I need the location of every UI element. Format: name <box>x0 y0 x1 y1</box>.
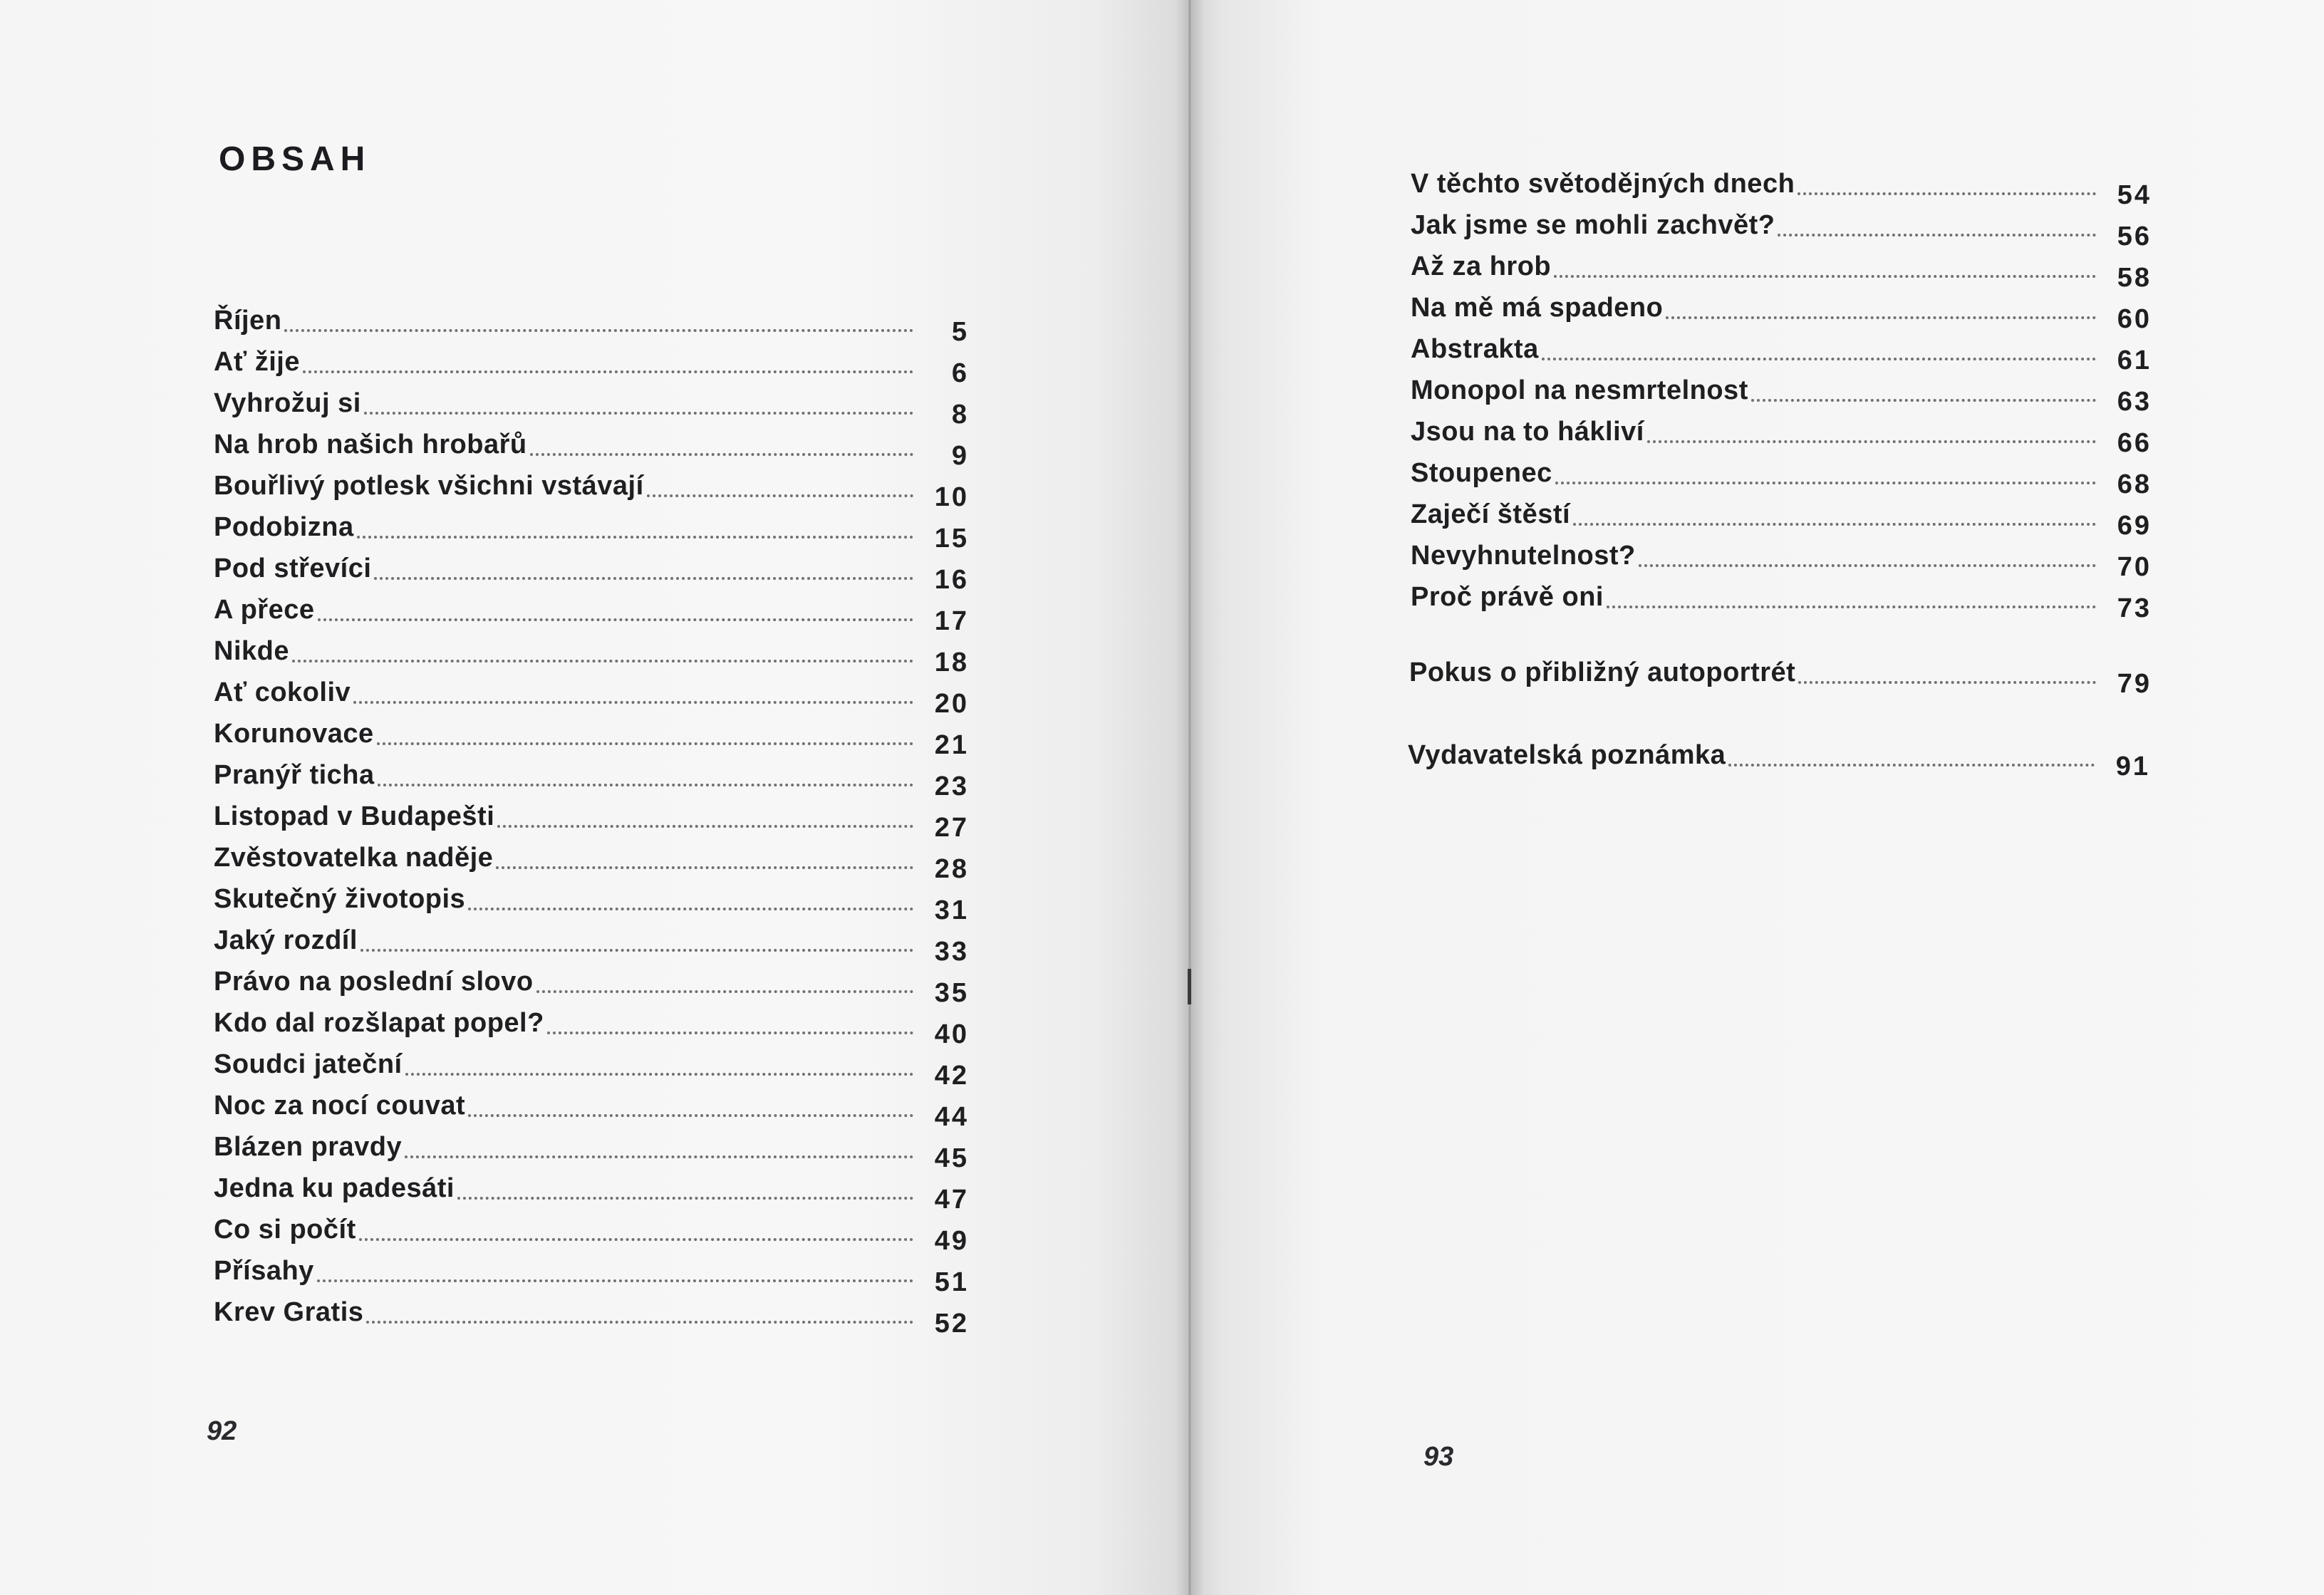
dot-leader <box>1798 192 2096 195</box>
dot-leader <box>1573 523 2096 526</box>
toc-entry-page: 79 <box>2117 669 2152 699</box>
toc-entry-page: 42 <box>934 1061 969 1091</box>
dot-leader <box>318 618 914 621</box>
dot-leader <box>1728 764 2095 767</box>
toc-entry-title: Jaký rozdíl <box>214 925 358 955</box>
toc-entry <box>214 671 969 719</box>
toc-entry-page: 27 <box>934 813 969 843</box>
toc-entry <box>214 960 969 1008</box>
dot-leader <box>378 784 913 786</box>
dot-leader <box>364 412 913 415</box>
toc-entry <box>214 464 969 512</box>
toc-entry <box>214 588 969 636</box>
toc-entry <box>1408 734 2150 781</box>
dot-leader <box>1798 681 2096 684</box>
toc-entry-title: Jedna ku padesáti <box>214 1173 455 1203</box>
toc-entry-title: Stoupenec <box>1411 458 1552 488</box>
toc-entry-page: 51 <box>934 1267 969 1297</box>
toc-entry-page: 91 <box>2115 752 2150 781</box>
toc-entry <box>214 919 969 967</box>
dot-leader <box>1647 440 2096 443</box>
toc-entry <box>214 1126 969 1173</box>
toc-entry-page: 61 <box>2117 346 2152 375</box>
toc-entry-title: Bouřlivý potlesk všichni vstávají <box>214 471 644 501</box>
toc-entry <box>214 341 969 388</box>
toc-entry <box>214 712 969 760</box>
toc-entry-title: Pod střevíci <box>214 554 372 583</box>
gutter-mark <box>1188 969 1191 1004</box>
toc-entry-title: Na mě má spadeno <box>1411 293 1664 323</box>
toc-entry-page: 16 <box>934 565 969 595</box>
toc-entry <box>214 795 969 843</box>
toc-entry-page: 45 <box>934 1143 969 1173</box>
toc-entry-title: Říjen <box>214 306 282 336</box>
toc-entry-title: Podobizna <box>214 512 354 542</box>
toc-entry-page: 60 <box>2117 304 2152 334</box>
toc-entry-page: 8 <box>951 400 969 430</box>
toc-entry <box>214 1084 969 1132</box>
toc-entry <box>1411 245 2152 293</box>
dot-leader <box>1555 482 2096 484</box>
toc-entry <box>214 1043 969 1091</box>
toc-entry-title: Noc za nocí couvat <box>214 1091 466 1121</box>
toc-entry-title: Nevyhnutelnost? <box>1411 541 1636 571</box>
toc-entry-title: Monopol na nesmrtelnost <box>1411 375 1748 405</box>
toc-entry <box>214 1291 969 1339</box>
toc-list-left <box>214 299 969 1339</box>
toc-entry <box>214 1167 969 1215</box>
toc-entry-page: 18 <box>934 648 969 677</box>
page-number-left: 92 <box>207 1416 237 1446</box>
toc-entry-title: Až za hrob <box>1411 251 1552 281</box>
toc-entry-page: 70 <box>2117 552 2152 582</box>
dot-leader <box>1666 316 2096 319</box>
toc-entry-page: 69 <box>2117 511 2152 541</box>
toc-entry-page: 5 <box>951 317 969 347</box>
toc-entry <box>1409 651 2152 699</box>
dot-leader <box>359 1238 913 1241</box>
toc-list-right <box>1411 162 2152 623</box>
page-number-right: 93 <box>1423 1442 1454 1472</box>
toc-entry-title: Ať cokoliv <box>214 677 351 707</box>
toc-entry <box>214 1249 969 1297</box>
toc-entry <box>1411 286 2152 334</box>
toc-entry-page: 47 <box>934 1185 969 1215</box>
toc-entry-title: Přísahy <box>214 1256 314 1286</box>
toc-entry-page: 17 <box>934 606 969 636</box>
toc-entry-page: 73 <box>2117 593 2152 623</box>
toc-entry-page: 33 <box>934 937 969 967</box>
toc-entry-page: 49 <box>934 1226 969 1256</box>
dot-leader <box>284 329 913 332</box>
toc-entry-page: 66 <box>2117 428 2152 458</box>
toc-entry-page: 54 <box>2117 180 2152 210</box>
toc-entry <box>214 836 969 884</box>
dot-leader <box>468 1114 913 1117</box>
dot-leader <box>292 660 913 663</box>
toc-entry-title: Soudci jateční <box>214 1049 403 1079</box>
dot-leader <box>405 1073 913 1076</box>
toc-entry <box>1411 576 2152 623</box>
dot-leader <box>497 825 913 828</box>
dot-leader <box>357 536 913 539</box>
toc-entry-page: 28 <box>934 854 969 884</box>
toc-entry-title: Abstrakta <box>1411 334 1539 364</box>
dot-leader <box>1554 275 2096 278</box>
dot-leader <box>374 577 913 580</box>
right-page <box>1188 0 2324 1595</box>
toc-entry <box>214 423 969 471</box>
toc-entry-page: 44 <box>934 1102 969 1132</box>
toc-entry-page: 6 <box>951 358 969 388</box>
dot-leader <box>405 1155 913 1158</box>
dot-leader <box>496 866 913 869</box>
toc-entry-title: Kdo dal rozšlapat popel? <box>214 1008 544 1038</box>
toc-heading: OBSAH <box>219 140 371 178</box>
dot-leader <box>1607 606 2096 608</box>
toc-entry <box>214 754 969 801</box>
toc-entry-page: 68 <box>2117 469 2152 499</box>
toc-entry-title: Vyhrožuj si <box>214 388 361 418</box>
toc-entry-title: Vydavatelská poznámka <box>1408 740 1726 770</box>
toc-entry-page: 63 <box>2117 387 2152 417</box>
toc-entry-title: Co si počít <box>214 1215 356 1245</box>
dot-leader <box>1542 358 2096 360</box>
toc-entry-title: Ať žije <box>214 347 300 377</box>
dot-leader <box>353 701 913 704</box>
toc-entry-page: 31 <box>934 895 969 925</box>
dot-leader <box>536 990 913 993</box>
dot-leader <box>366 1321 913 1324</box>
toc-entry <box>214 506 969 554</box>
toc-entry <box>1411 162 2152 210</box>
toc-entry-title: Krev Gratis <box>214 1297 364 1327</box>
toc-entry-title: Korunovace <box>214 719 374 749</box>
toc-entry <box>1411 534 2152 582</box>
toc-entry-title: Proč právě oni <box>1411 582 1604 612</box>
toc-entry <box>1411 452 2152 499</box>
toc-entry-page: 52 <box>934 1309 969 1339</box>
toc-entry <box>214 1002 969 1049</box>
toc-entry <box>1411 328 2152 375</box>
toc-entry-page: 35 <box>934 978 969 1008</box>
dot-leader <box>530 453 913 456</box>
toc-entry-title: Pokus o přibližný autoportrét <box>1409 658 1796 687</box>
toc-entry <box>214 382 969 430</box>
toc-entry <box>1411 493 2152 541</box>
toc-entry <box>1411 369 2152 417</box>
toc-entry-page: 20 <box>934 689 969 719</box>
toc-entry-page: 15 <box>934 524 969 554</box>
toc-entry-title: Pranýř ticha <box>214 760 375 790</box>
toc-entry-title: Blázen pravdy <box>214 1132 403 1162</box>
toc-entry-title: Listopad v Budapešti <box>214 801 495 831</box>
toc-entry-page: 56 <box>2117 222 2152 251</box>
toc-entry-title: V těchto světodějných dnech <box>1411 169 1795 199</box>
toc-entry <box>214 1208 969 1256</box>
toc-entry-title: Zaječí štěstí <box>1411 499 1571 529</box>
toc-entry-page: 40 <box>934 1019 969 1049</box>
toc-entry-page: 21 <box>934 730 969 760</box>
toc-entry-page: 9 <box>951 441 969 471</box>
toc-entry <box>214 547 969 595</box>
dot-leader <box>360 949 913 952</box>
dot-leader <box>377 742 913 745</box>
toc-entry-title: Jak jsme se mohli zachvět? <box>1411 210 1775 240</box>
toc-entry-title: Jsou na to hákliví <box>1411 417 1644 447</box>
toc-entry-title: Nikde <box>214 636 289 666</box>
toc-entry-title: A přece <box>214 595 315 625</box>
toc-entry <box>214 630 969 677</box>
dot-leader <box>457 1197 913 1200</box>
dot-leader <box>1751 399 2096 402</box>
toc-entry <box>214 878 969 925</box>
toc-entry-title: Skutečný životopis <box>214 884 466 914</box>
dot-leader <box>547 1032 913 1034</box>
toc-entry-page: 10 <box>934 482 969 512</box>
dot-leader <box>303 370 913 373</box>
toc-entry <box>1411 410 2152 458</box>
toc-entry-title: Zvěstovatelka naděje <box>214 843 494 873</box>
toc-entry-page: 23 <box>934 771 969 801</box>
toc-entry <box>1411 204 2152 251</box>
dot-leader <box>468 908 913 910</box>
dot-leader <box>647 494 913 497</box>
toc-entry-title: Na hrob našich hrobařů <box>214 430 527 459</box>
toc-entry-title: Právo na poslední slovo <box>214 967 534 997</box>
dot-leader <box>1639 564 2096 567</box>
toc-entry-page: 58 <box>2117 263 2152 293</box>
dot-leader <box>317 1279 913 1282</box>
toc-entry <box>214 299 969 347</box>
dot-leader <box>1778 234 2096 237</box>
